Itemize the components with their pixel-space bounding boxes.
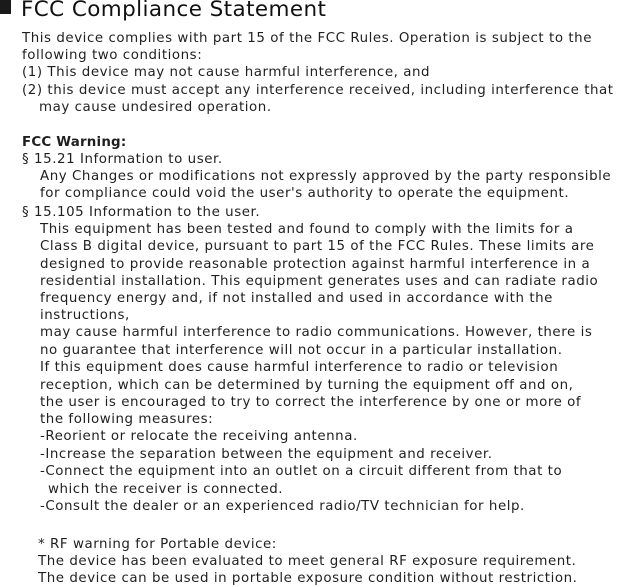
fcc-warning-heading: FCC Warning: [22,135,127,150]
section-15-105-text: Class B digital device, pursuant to part 15 of the FCC Rules. These limits are [40,239,595,254]
page-title: FCC Compliance Statement [21,0,327,22]
measure-item: -Connect the equipment into an outlet on a circuit different from that to [40,464,563,479]
intro-line: following two conditions: [22,48,203,63]
section-15-105-text: reception, which can be determined by turning the equipment off and on, [40,378,574,393]
section-15-105-text: frequency energy and, if not installed and used in accordance with the [40,291,553,306]
section-15-21-text: for compliance could void the user's authority to operate the equipment. [40,186,570,201]
section-15-105-text: residential installation. This equipment generates uses and can radiate radio [40,274,599,289]
measure-item: -Increase the separation between the equipment and receiver. [40,447,493,462]
measure-item: -Consult the dealer or an experienced radio/TV technician for help. [40,499,525,514]
intro-line: This device complies with part 15 of the FCC Rules. Operation is subject to the [22,31,593,46]
section-15-105-text: If this equipment does cause harmful interference to radio or television [40,360,559,375]
section-15-105-text: This equipment has been tested and found to comply with the limits for a [40,222,574,237]
section-15-105-text: instructions, [40,308,130,323]
section-15-21-heading: § 15.21 Information to user. [22,152,223,167]
rf-warning-text: The device can be used in portable exposure condition without restriction. [38,571,578,586]
intro-condition-1: (1) This device may not cause harmful interference, and [22,65,431,80]
measure-item: -Reorient or relocate the receiving antenna. [40,429,358,444]
section-15-105-text: designed to provide reasonable protection against harmful interference in a [40,257,591,272]
section-15-105-text: may cause harmful interference to radio communications. However, there is [40,325,593,340]
intro-line: may cause undesired operation. [39,100,272,115]
rf-warning-text: The device has been evaluated to meet general RF exposure requirement. [38,554,577,569]
section-15-105-text: no guarantee that interference will not occur in a particular installation. [40,343,563,358]
section-15-105-heading: § 15.105 Information to the user. [22,205,261,220]
rf-warning-heading: * RF warning for Portable device: [38,537,277,552]
section-15-21-text: Any Changes or modifications not expressly approved by the party responsible [40,169,612,184]
section-15-105-text: the following measures: [40,412,214,427]
intro-condition-2: (2) this device must accept any interference received, including interference that [22,83,614,98]
title-marker [0,0,11,14]
measure-item-continued: which the receiver is connected. [48,482,284,497]
section-15-105-text: the user is encouraged to try to correct the interference by one or more of [40,395,582,410]
